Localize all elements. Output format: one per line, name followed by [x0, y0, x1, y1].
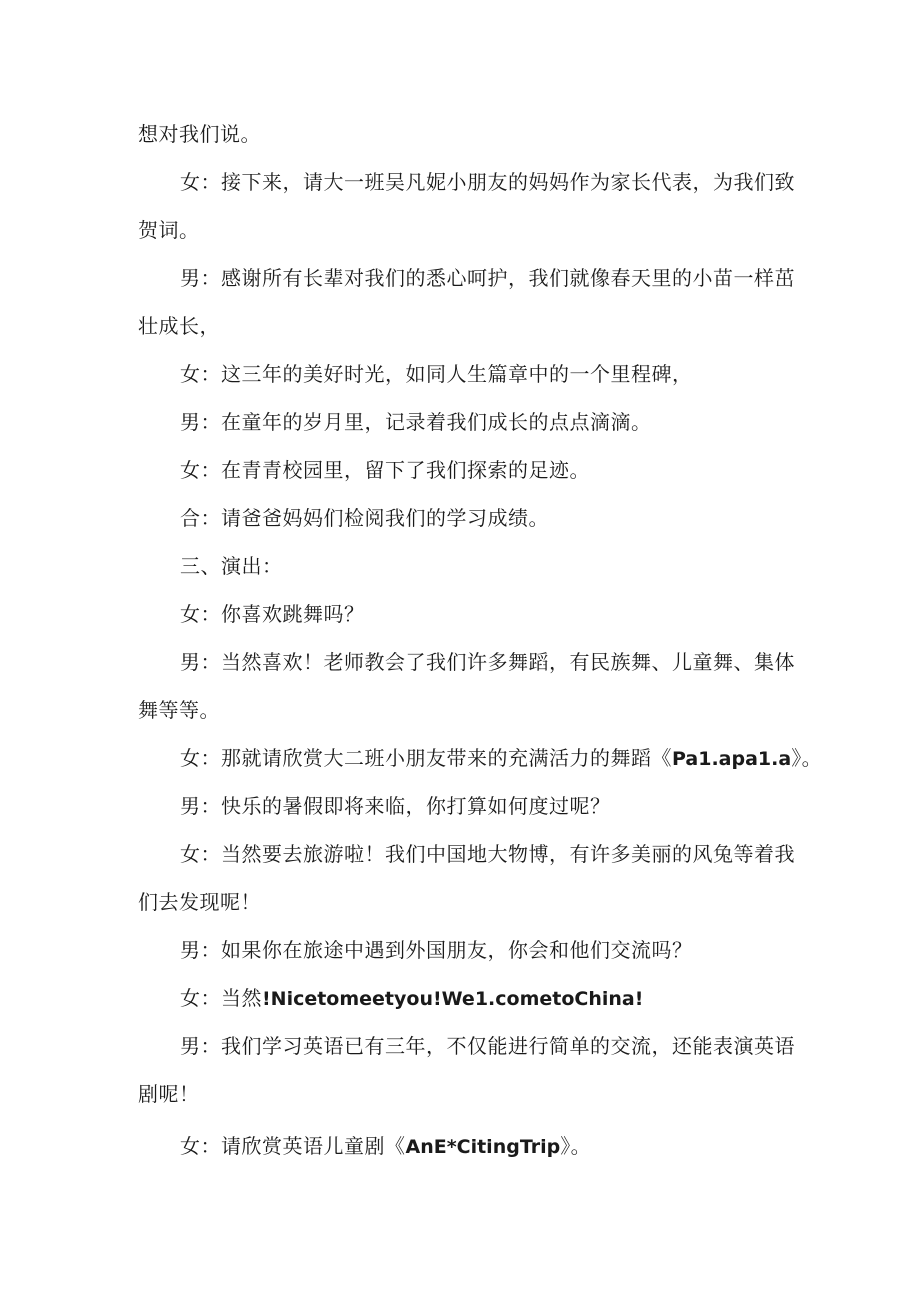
paragraph-line: [180, 986, 643, 1011]
paragraph-line: [180, 1134, 591, 1159]
paragraph-line: 男：我们学习英语已有三年，不仅能进行简单的交流，还能表演英语: [180, 1034, 795, 1058]
paragraph-line: 女：接下来，请大一班吴凡妮小朋友的妈妈作为家长代表，为我们致: [180, 170, 795, 194]
line-text: 女：那就请欣赏大二班小朋友带来的充满活力的舞蹈《: [180, 746, 672, 770]
paragraph-line: 舞等等。: [138, 698, 220, 722]
paragraph-line: 女：你喜欢跳舞吗？: [180, 602, 365, 626]
paragraph-line: 壮成长，: [138, 314, 220, 338]
paragraph-line: 男：如果你在旅途中遇到外国朋友，你会和他们交流吗？: [180, 938, 693, 962]
paragraph-line: 男：在童年的岁月里，记录着我们成长的点点滴滴。: [180, 410, 652, 434]
paragraph-line: 剧呢！: [138, 1082, 200, 1106]
section-heading: 三、演出：: [180, 554, 283, 578]
line-text: 》。: [791, 746, 823, 770]
paragraph-line: 女：当然要去旅游啦！我们中国地大物博，有许多美丽的风兔等着我: [180, 842, 795, 866]
paragraph-line: 贺词。: [138, 218, 200, 242]
dance-title: Pa1.apa1.a: [672, 748, 792, 770]
paragraph-line: 想对我们说。: [138, 122, 261, 146]
paragraph-line: 女：这三年的美好时光，如同人生篇章中的一个里程碑，: [180, 362, 693, 386]
paragraph-line: 男：快乐的暑假即将来临，你打算如何度过呢？: [180, 794, 611, 818]
line-text: 女：请欣赏英语儿童剧《: [180, 1134, 406, 1158]
line-text: 女：当然: [180, 986, 262, 1010]
paragraph-line: 合：请爸爸妈妈们检阅我们的学习成绩。: [180, 506, 549, 530]
paragraph-line: [180, 746, 822, 771]
paragraph-line: 女：在青青校园里，留下了我们探索的足迹。: [180, 458, 590, 482]
english-greeting: !Nicetomeetyou!We1.cometoChina!: [262, 988, 644, 1010]
paragraph-line: 们去发现呢！: [138, 890, 261, 914]
line-text: 》。: [560, 1134, 592, 1158]
paragraph-line: 男：感谢所有长辈对我们的悉心呵护，我们就像春天里的小苗一样茁: [180, 266, 795, 290]
play-title: AnE*CitingTrip: [405, 1136, 561, 1158]
paragraph-line: 男：当然喜欢！老师教会了我们许多舞蹈，有民族舞、儿童舞、集体: [180, 650, 795, 674]
